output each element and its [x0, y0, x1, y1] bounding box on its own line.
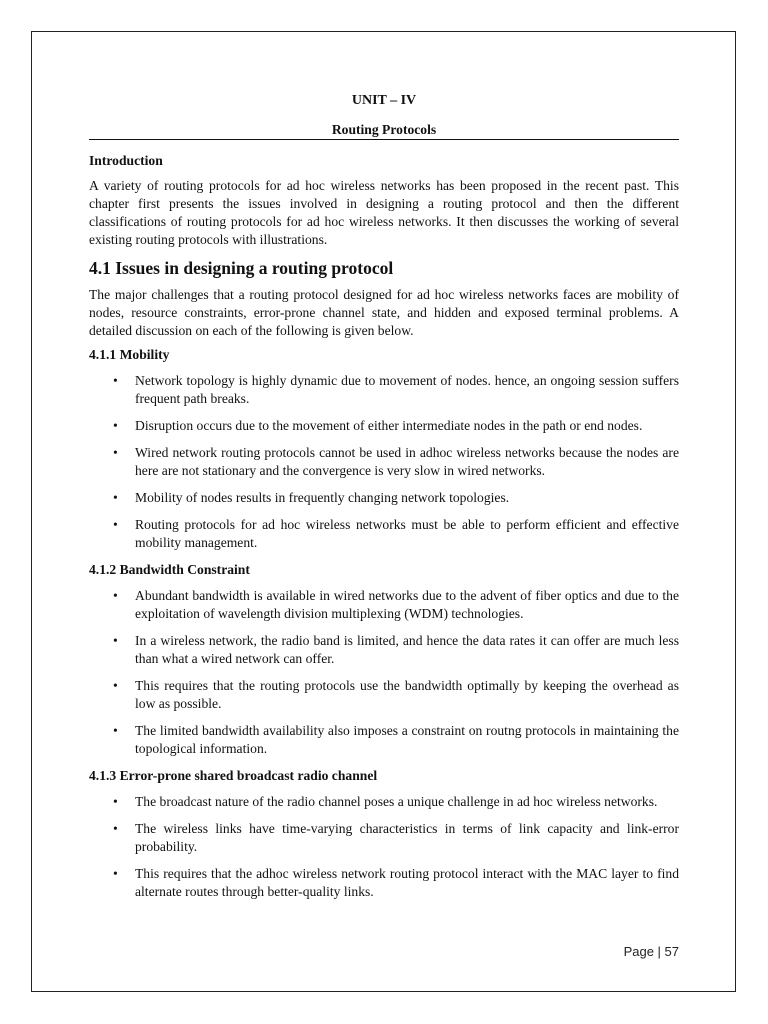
chapter-title: Routing Protocols: [331, 122, 437, 137]
introduction-heading: Introduction: [89, 153, 163, 168]
list-item: [89, 722, 679, 758]
list-item: [89, 444, 679, 480]
list-item: [89, 372, 679, 408]
list-item: [89, 417, 679, 435]
subsections: [89, 346, 679, 901]
introduction-paragraph: A variety of routing protocols for ad hoc wireless networks has been proposed in the recent past. This chapter first presents the issues involved in designing a routing protocol and then the different classifications of routing protocols for ad hoc wireless networks. It then discusses the working of several existing routing protocols with illustrations.: [89, 178, 679, 247]
list-item-text: This requires that the routing protocols use the bandwidth optimally by keeping the overhead as low as possible.: [135, 678, 679, 711]
list-item-text: Routing protocols for ad hoc wireless networks must be able to perform efficient and effective mobility management.: [135, 517, 679, 550]
list-item-text: The wireless links have time-varying characteristics in terms of link capacity and link-error probability.: [135, 821, 679, 854]
title-rule: [89, 139, 679, 140]
subsection-heading: 4.1.1 Mobility: [89, 347, 170, 362]
list-item: [89, 587, 679, 623]
bullet-icon: •: [113, 588, 118, 603]
list-item-text: Network topology is highly dynamic due to movement of nodes. hence, an ongoing session suffers frequent path breaks.: [135, 373, 679, 406]
bullet-icon: •: [113, 490, 118, 505]
bullet-icon: •: [113, 678, 118, 693]
list-item: [89, 793, 679, 811]
bullet-icon: •: [113, 866, 118, 881]
bullet-icon: •: [113, 794, 118, 809]
list-item: [89, 865, 679, 901]
unit-heading: UNIT – IV: [351, 93, 417, 108]
bullet-list: [89, 587, 679, 758]
subsection-heading: 4.1.3 Error-prone shared broadcast radio channel: [89, 768, 378, 783]
bullet-icon: •: [113, 821, 118, 836]
bullet-icon: •: [113, 445, 118, 460]
list-item-text: The broadcast nature of the radio channel poses a unique challenge in ad hoc wireless networks.: [135, 794, 658, 809]
list-item: [89, 632, 679, 668]
subsection-heading: 4.1.2 Bandwidth Constraint: [89, 562, 250, 577]
bullet-icon: •: [113, 633, 118, 648]
list-item: [89, 489, 679, 507]
list-item-text: Disruption occurs due to the movement of either intermediate nodes in the path or end nodes.: [135, 418, 643, 433]
bullet-list: [89, 793, 679, 901]
list-item: [89, 516, 679, 552]
bullet-icon: •: [113, 418, 118, 433]
bullet-icon: •: [113, 373, 118, 388]
list-item: [89, 677, 679, 713]
list-item-text: The limited bandwidth availability also imposes a constraint on routng protocols in maintaining the topological information.: [135, 723, 679, 756]
list-item-text: Wired network routing protocols cannot be used in adhoc wireless networks because the nodes are here are not stationary and the convergence is very slow in wired networks.: [135, 445, 679, 478]
list-item-text: Mobility of nodes results in frequently changing network topologies.: [135, 490, 510, 505]
list-item-text: This requires that the adhoc wireless network routing protocol interact with the MAC layer to find alternate routes through better-quality links.: [135, 866, 679, 899]
document-body: [89, 92, 679, 910]
bullet-icon: •: [113, 723, 118, 738]
section-paragraph: The major challenges that a routing protocol designed for ad hoc wireless networks faces are mobility of nodes, resource constraints, error-prone channel state, and hidden and exposed terminal problems. A detailed discussion on each of the following is given below.: [89, 287, 679, 338]
section-heading: 4.1 Issues in designing a routing protocol: [89, 258, 394, 278]
list-item: [89, 820, 679, 856]
bullet-icon: •: [113, 517, 118, 532]
bullet-list: [89, 372, 679, 552]
page-number: Page | 57: [623, 944, 679, 959]
list-item-text: Abundant bandwidth is available in wired networks due to the advent of fiber optics and due to the exploitation of wavelength division multiplexing (WDM) technologies.: [135, 588, 679, 621]
list-item-text: In a wireless network, the radio band is limited, and hence the data rates it can offer are much less than what a wired network can offer.: [135, 633, 679, 666]
